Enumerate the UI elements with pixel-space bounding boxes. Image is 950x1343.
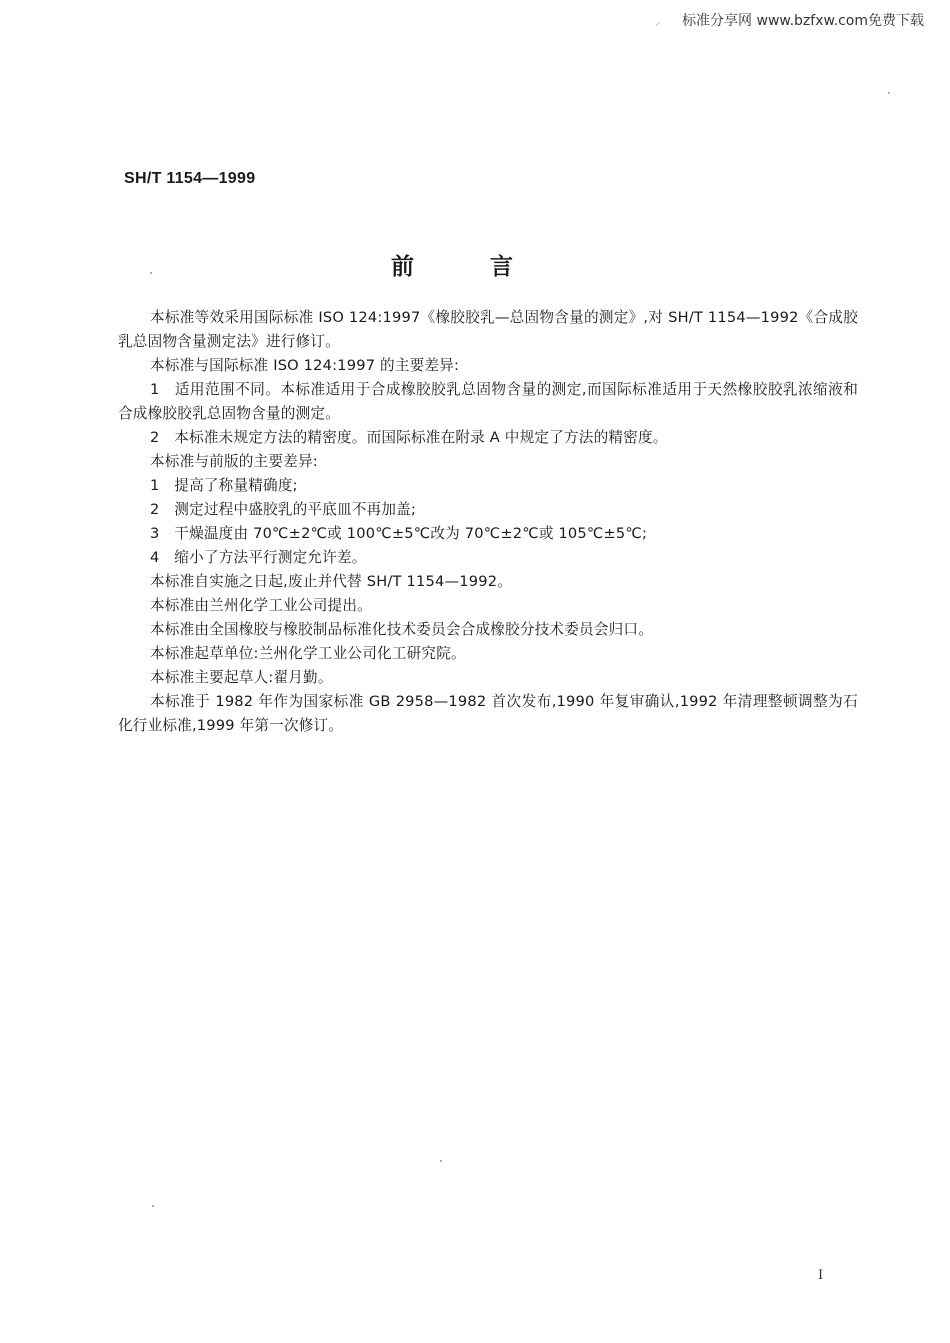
watermark-text: 标准分享网 www.bzfxw.com免费下载 [682,13,924,29]
scan-mark-icon: ⸝ [655,17,661,28]
scan-speck [152,1205,154,1207]
paragraph: 3 干燥温度由 70℃±2℃或 100℃±5℃改为 70℃±2℃或 105℃±5℃; [150,525,648,542]
scan-speck [440,1160,442,1162]
paragraph: 本标准等效采用国际标准 ISO 124:1997《橡胶胶乳—总固物含量的测定》,对 SH/T 1154—1992《合成胶乳总固物含量测定法》进行修订。 [118,309,858,350]
scan-speck [150,272,152,274]
page-title: 前言 [391,254,589,280]
paragraph: 本标准主要起草人:翟月勤。 [150,669,333,686]
paragraph: 本标准起草单位:兰州化学工业公司化工研究院。 [150,645,466,662]
paragraph: 本标准由全国橡胶与橡胶制品标准化技术委员会合成橡胶分技术委员会归口。 [150,621,653,638]
watermark [655,10,924,30]
paragraph: 本标准与国际标准 ISO 124:1997 的主要差异: [150,357,460,374]
paragraph: 1 适用范围不同。本标准适用于合成橡胶胶乳总固物含量的测定,而国际标准适用于天然橡胶胶乳浓缩液和合成橡胶胶乳总固物含量的测定。 [118,381,858,422]
document-code: SH/T 1154—1999 [124,170,256,187]
page-number: I [818,1268,824,1283]
paragraph: 本标准自实施之日起,废止并代替 SH/T 1154—1992。 [150,573,512,590]
paragraph: 本标准与前版的主要差异: [150,453,318,470]
paragraph: 本标准于 1982 年作为国家标准 GB 2958—1982 首次发布,1990 年复审确认,1992 年清理整顿调整为石化行业标准,1999 年第一次修订。 [118,693,858,734]
paragraph: 本标准由兰州化学工业公司提出。 [150,597,372,614]
paragraph: 2 本标准未规定方法的精密度。而国际标准在附录 A 中规定了方法的精密度。 [150,429,668,446]
paragraph: 2 测定过程中盛胶乳的平底皿不再加盖; [150,501,417,518]
foreword-body [118,306,858,738]
paragraph: 4 缩小了方法平行测定允许差。 [150,549,367,566]
paragraph: 1 提高了称量精确度; [150,477,298,494]
scan-speck [888,92,890,94]
